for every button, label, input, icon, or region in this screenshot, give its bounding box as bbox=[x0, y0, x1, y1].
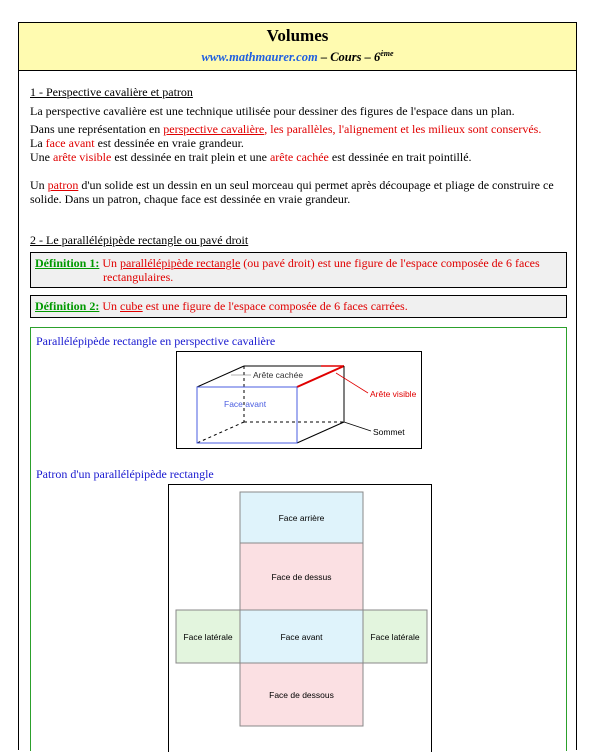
face-top-label: Face de dessus bbox=[271, 572, 332, 582]
site-link[interactable]: www.mathmaurer.com bbox=[201, 50, 318, 65]
p2-start: Dans une représentation en bbox=[30, 122, 164, 136]
face-right-label: Face latérale bbox=[370, 632, 420, 642]
def1-line2: rectangulaires. bbox=[103, 270, 174, 284]
section1-paragraph-2 bbox=[30, 122, 541, 136]
def2-end: est une figure de l'espace composée de 6 faces carrées. bbox=[142, 299, 408, 313]
parallelepipede-link[interactable]: parallélépipède rectangle bbox=[120, 256, 241, 270]
arete-cachee-term: arête cachée bbox=[269, 150, 329, 164]
p4-mid: est dessinée en trait plein et une bbox=[111, 150, 270, 164]
course-label: Cours – 6 bbox=[330, 50, 381, 65]
arete-cachee-label: Arête cachée bbox=[253, 370, 304, 380]
cube-link[interactable]: cube bbox=[120, 299, 143, 313]
figure1-caption: Parallélépipède rectangle en perspective cavalière bbox=[36, 334, 276, 348]
p4-start: Une bbox=[30, 150, 53, 164]
face-front-label: Face avant bbox=[280, 632, 323, 642]
def1-start: Un bbox=[99, 256, 121, 270]
def2-start: Un bbox=[99, 299, 121, 313]
section1-heading: 1 - Perspective cavalière et patron bbox=[30, 85, 193, 99]
definition-1-label: Définition 1: bbox=[35, 256, 100, 270]
section2-heading: 2 - Le parallélépipède rectangle ou pavé droit bbox=[30, 233, 249, 247]
p5-end: d'un solide est un dessin en un seul morceau qui permet après découpage et pliage de construire ce bbox=[78, 178, 554, 192]
sommet-label: Sommet bbox=[373, 427, 405, 437]
figure2-caption: Patron d'un parallélépipède rectangle bbox=[36, 467, 214, 481]
definition-2-box bbox=[30, 295, 567, 318]
face-avant-label: Face avant bbox=[224, 399, 267, 409]
section1-paragraph-4 bbox=[30, 150, 472, 164]
grade-superscript: ème bbox=[380, 49, 394, 58]
page-header bbox=[19, 23, 576, 71]
face-avant-term: face avant bbox=[45, 136, 95, 150]
section1-paragraph-3 bbox=[30, 136, 244, 150]
face-back-label: Face arrière bbox=[278, 513, 325, 523]
def1-end: (ou pavé droit) est une figure de l'espace composée de 6 faces bbox=[240, 256, 540, 270]
p5-start: Un bbox=[30, 178, 48, 192]
patron-link[interactable]: patron bbox=[47, 178, 79, 192]
face-left-label: Face latérale bbox=[183, 632, 233, 642]
section1-paragraph-5 bbox=[30, 178, 554, 192]
definition-1-box bbox=[30, 252, 567, 288]
section1-paragraph-5-line2: solide. Dans un patron, chaque face est dessinée en vraie grandeur. bbox=[30, 192, 351, 206]
arete-visible-label: Arête visible bbox=[370, 389, 417, 399]
arete-visible-term: arête visible bbox=[53, 150, 112, 164]
section1-paragraph-1: La perspective cavalière est une technique utilisée pour dessiner des figures de l'espace dans un plan. bbox=[30, 104, 515, 118]
p4-end: est dessinée en trait pointillé. bbox=[328, 150, 472, 164]
page-title: Volumes bbox=[266, 26, 329, 45]
p2-end: , les parallèles, l'alignement et les milieux sont conservés. bbox=[264, 122, 542, 136]
figures-box bbox=[30, 327, 567, 751]
definition-2-label: Définition 2: bbox=[35, 299, 100, 313]
p3-end: est dessinée en vraie grandeur. bbox=[94, 136, 244, 150]
page-subtitle bbox=[19, 49, 576, 65]
subtitle-separator: – bbox=[317, 50, 331, 65]
net-figure bbox=[168, 484, 432, 752]
perspective-cavaliere-link[interactable]: perspective cavalière bbox=[163, 122, 265, 136]
cavalier-perspective-figure bbox=[176, 351, 422, 449]
face-bottom-label: Face de dessous bbox=[269, 690, 334, 700]
course-page bbox=[18, 22, 577, 750]
p3-start: La bbox=[30, 136, 46, 150]
